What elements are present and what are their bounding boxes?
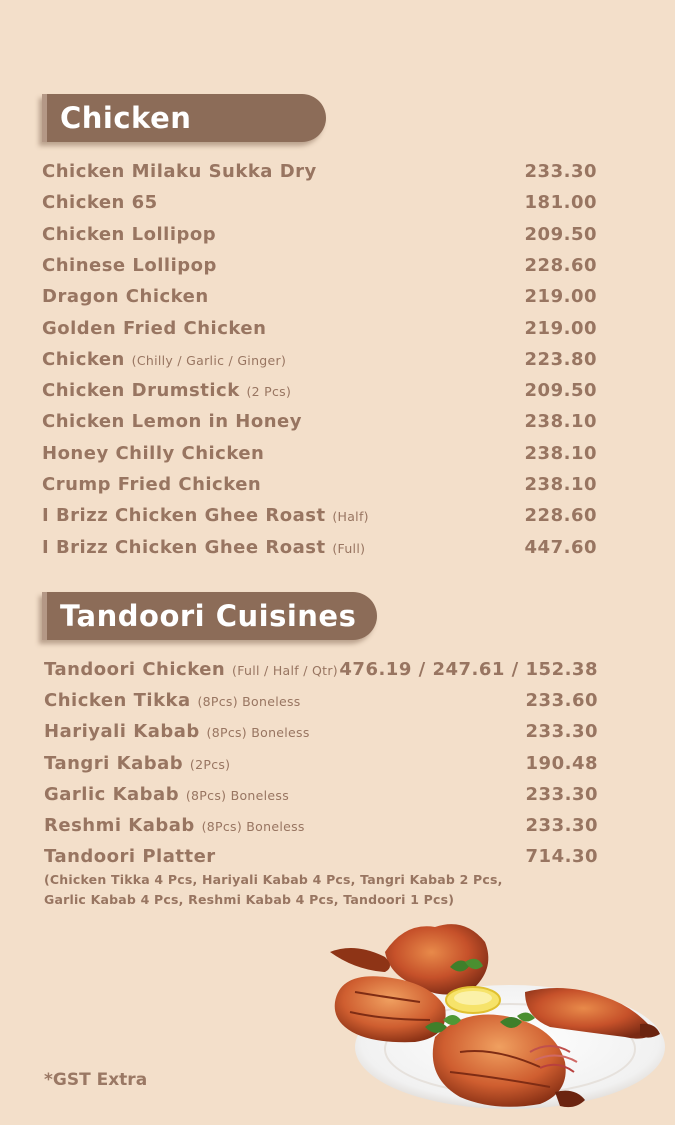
menu-item-name — [42, 157, 317, 187]
menu-item-name — [44, 780, 289, 811]
menu-item-price: 476.19 / 247.61 / 152.38 — [339, 659, 598, 680]
menu-item-note: (8Pcs) Boneless — [185, 787, 290, 803]
menu-item-price: 219.00 — [524, 286, 597, 308]
menu-item-title: Honey Chilly Chicken — [42, 442, 265, 464]
menu-item — [44, 717, 598, 747]
menu-item — [42, 220, 597, 250]
menu-item-price: 209.50 — [524, 223, 597, 245]
menu-item — [42, 376, 597, 406]
platter-description — [44, 870, 503, 910]
menu-item-note: (Full) — [332, 540, 366, 556]
menu-item-price: 219.00 — [524, 317, 597, 339]
section-title-tandoori: Tandoori Cuisines — [42, 592, 377, 640]
menu-item-name — [42, 282, 209, 312]
menu-item-name — [42, 376, 291, 407]
menu-item-price: 233.30 — [525, 783, 598, 805]
menu-item-name — [42, 407, 302, 437]
menu-item-title: Hariyali Kabab — [44, 721, 200, 743]
section-title-chicken: Chicken — [42, 94, 326, 142]
menu-item-title: Chicken Milaku Sukka Dry — [42, 161, 317, 182]
menu-item — [44, 686, 598, 716]
menu-item-price: 233.60 — [525, 690, 598, 712]
menu-item — [42, 157, 597, 187]
menu-item-title: Chicken Lemon in Honey — [42, 411, 302, 433]
menu-item-price: 228.60 — [524, 505, 597, 527]
menu-item-title: Chicken 65 — [42, 192, 158, 214]
menu-item — [44, 811, 598, 841]
platter-description-line: (Chicken Tikka 4 Pcs, Hariyali Kabab 4 Pcs, Tangri Kabab 2 Pcs, — [44, 872, 503, 887]
menu-item — [42, 345, 597, 375]
menu-item-title: Chicken Drumstick — [42, 380, 240, 402]
menu-item-price: 238.10 — [524, 411, 597, 433]
menu-item-note: (Half) — [332, 509, 369, 525]
menu-item-price: 233.30 — [525, 815, 598, 836]
menu-item-name — [42, 439, 264, 469]
menu-item-name — [42, 533, 365, 564]
gst-footnote: *GST Extra — [44, 1070, 148, 1090]
menu-item-title: Crump Fried Chicken — [42, 474, 262, 495]
menu-item — [42, 251, 597, 281]
menu-item-title: Tangri Kabab — [44, 752, 184, 774]
menu-item-title: Golden Fried Chicken — [42, 317, 267, 339]
menu-item-title: Tandoori Chicken — [44, 659, 226, 680]
menu-item-name — [42, 345, 286, 376]
menu-item-price: 223.80 — [524, 348, 597, 370]
menu-item-name — [42, 220, 216, 250]
menu-item — [42, 282, 597, 312]
menu-item — [42, 439, 597, 469]
menu-item — [44, 842, 598, 872]
menu-item-title: Dragon Chicken — [42, 286, 209, 308]
menu-item — [42, 314, 597, 344]
menu-item-price: 233.30 — [525, 721, 598, 743]
menu-item — [44, 780, 598, 810]
menu-item-name — [42, 188, 158, 218]
menu-item-price: 190.48 — [525, 752, 598, 774]
menu-item-price: 233.30 — [524, 161, 597, 182]
menu-item-name — [42, 470, 261, 500]
menu-item-name — [42, 501, 369, 532]
menu-item-title: Chicken — [42, 348, 125, 370]
menu-item — [42, 470, 597, 500]
menu-item-name — [42, 314, 266, 344]
menu-item-name — [44, 655, 338, 686]
menu-item-price: 209.50 — [524, 380, 597, 402]
menu-item-title: I Brizz Chicken Ghee Roast — [42, 505, 326, 527]
menu-item-title: Tandoori Platter — [44, 846, 216, 868]
menu-item-title: I Brizz Chicken Ghee Roast — [42, 536, 326, 558]
menu-item — [44, 749, 598, 779]
menu-item-price: 238.10 — [524, 474, 597, 495]
menu-item — [42, 188, 597, 218]
menu-item-note: (8Pcs) Boneless — [201, 819, 305, 834]
menu-item-note: (Chilly / Garlic / Ginger) — [131, 352, 287, 368]
menu-item-note: (2 Pcs) — [246, 384, 292, 400]
platter-description-line: Garlic Kabab 4 Pcs, Reshmi Kabab 4 Pcs, Tandoori 1 Pcs) — [44, 892, 455, 907]
menu-item-title: Chinese Lollipop — [42, 254, 217, 276]
menu-item-title: Chicken Lollipop — [42, 223, 217, 245]
menu-item — [44, 655, 598, 685]
menu-item-name — [44, 686, 301, 717]
menu-item — [42, 533, 597, 563]
menu-item-name — [44, 717, 310, 748]
menu-item-price: 228.60 — [524, 254, 597, 276]
tandoori-chicken-plate-icon — [325, 912, 665, 1117]
menu-item-price: 447.60 — [524, 536, 597, 558]
menu-item-title: Chicken Tikka — [44, 690, 191, 712]
menu-item-note: (8Pcs) Boneless — [206, 725, 310, 741]
menu-item-price: 181.00 — [524, 192, 597, 214]
menu-item — [42, 407, 597, 437]
menu-item — [42, 501, 597, 531]
menu-item-name — [44, 811, 305, 842]
menu-item-price: 238.10 — [524, 442, 597, 464]
menu-item-title: Reshmi Kabab — [44, 815, 195, 836]
menu-item-note: (2Pcs) — [189, 756, 231, 772]
menu-item-title: Garlic Kabab — [44, 783, 180, 805]
menu-item-name — [42, 251, 217, 281]
menu-item-name — [44, 842, 216, 872]
menu-item-note: (Full / Half / Qtr) — [232, 663, 338, 678]
menu-item-note: (8Pcs) Boneless — [197, 694, 301, 710]
menu-item-price: 714.30 — [525, 846, 598, 868]
menu-item-name — [44, 749, 230, 780]
